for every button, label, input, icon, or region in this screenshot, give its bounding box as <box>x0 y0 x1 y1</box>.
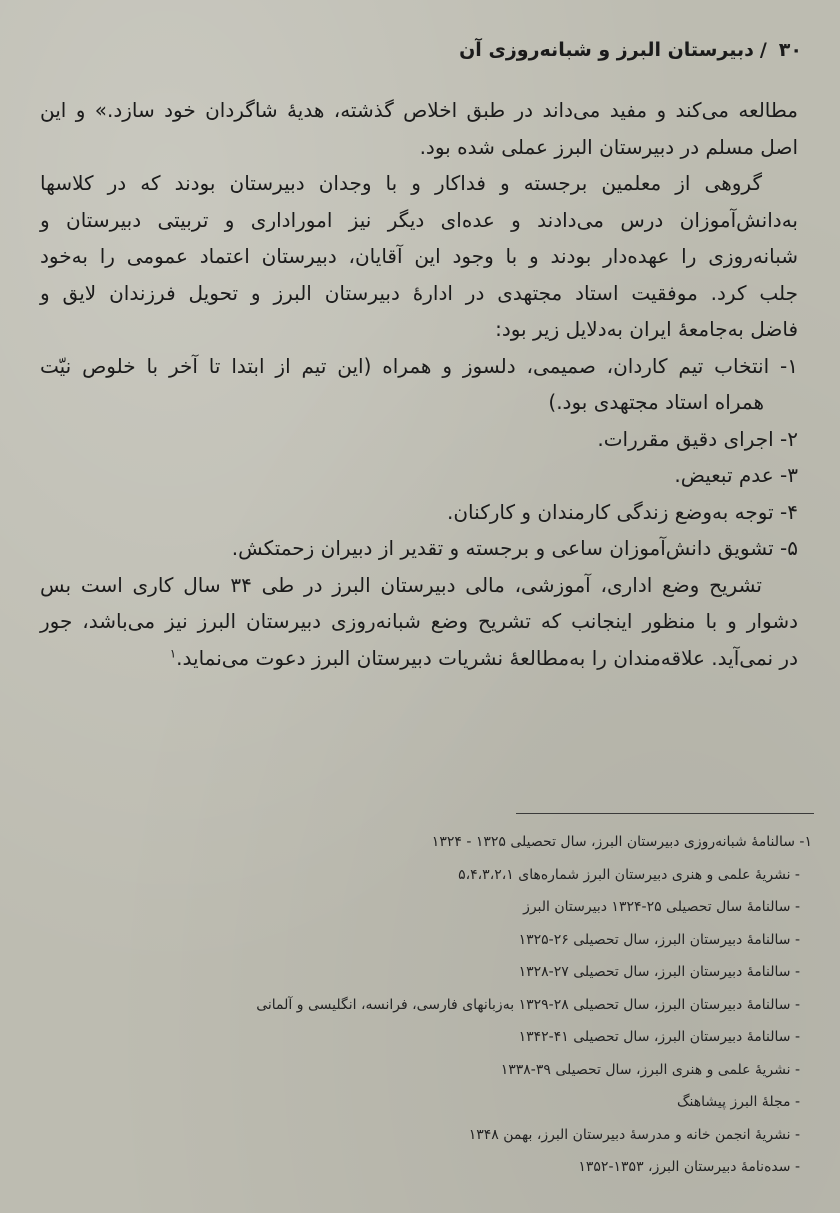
footnote-entry: - مجلهٔ البرز پیشاهنگ <box>677 1094 800 1110</box>
paragraph-line-text: در نمی‌آید. علاقه‌مندان را به‌مطالعهٔ نشریات دبیرستان البرز دعوت می‌نماید. <box>176 645 798 670</box>
footnote-marker: ۱ <box>169 645 177 660</box>
footnote-entry: - نشریهٔ علمی و هنری دبیرستان البرز شماره‌های ۵،۴،۳،۲،۱ <box>458 866 800 883</box>
list-item-1-continuation: همراه استاد مجتهدی بود.) <box>548 390 764 414</box>
footnote-entry: ۱- سالنامهٔ شبانه‌روزی دبیرستان البرز، سال تحصیلی ۱۳۲۵ - ۱۳۲۴ <box>431 834 812 850</box>
paragraph-line: جلب کرد. موفقیت استاد مجتهدی در ادارهٔ دبیرستان البرز و تحویل فرزندان لایق و <box>40 280 798 305</box>
list-item-4: ۴- توجه به‌وضع زندگی کارمندان و کارکنان. <box>447 499 798 524</box>
footnotes <box>40 826 812 1184</box>
paragraph-line: اصل مسلم در دبیرستان البرز عملی شده بود. <box>419 134 798 159</box>
footnote-entry: - سالنامهٔ دبیرستان البرز، سال تحصیلی ۴۱-۱۳۴۲ <box>518 1029 800 1045</box>
footnote-entry: - سالنامهٔ دبیرستان البرز، سال تحصیلی ۲۶-۱۳۲۵ <box>518 931 800 948</box>
paragraph-line-with-note <box>40 640 798 677</box>
list-item-2: ۲- اجرای دقیق مقررات. <box>597 426 798 451</box>
paragraph-line: شبانه‌روزی را عهده‌دار بودند و با وجود این آقایان، دبیرستان اعتماد عمومی را به‌خود <box>40 244 798 268</box>
footnote-entry: - سده‌نامهٔ دبیرستان البرز، ۱۳۵۳-۱۳۵۲ <box>578 1159 800 1175</box>
paragraph-line: به‌دانش‌آموزان درس می‌دادند و عده‌ای دیگر نیز اموراداری و تربیتی دبیرستان و <box>40 207 798 232</box>
footnote-divider <box>516 813 814 814</box>
page-number: ۳۰ <box>778 39 802 61</box>
running-title: دبیرستان البرز و شبانه‌روزی آن <box>459 39 754 61</box>
footnote-entry: - نشریهٔ علمی و هنری البرز، سال تحصیلی ۳۹-۱۳۳۸ <box>500 1061 800 1078</box>
list-item-5: ۵- تشویق دانش‌آموزان ساعی و برجسته و تقدیر از دبیران زحمتکش. <box>231 536 798 560</box>
paragraph-line: گروهی از معلمین برجسته و فداکار و با وجدان دبیرستان بودند که در کلاسها <box>40 171 762 195</box>
body-text <box>40 92 798 676</box>
list-item-1: ۱- انتخاب تیم کاردان، صمیمی، دلسوز و همراه (این تیم از ابتدا تا آخر با خلوص نیّت <box>40 353 798 378</box>
running-header <box>40 36 802 64</box>
footnote-entry: - سالنامهٔ دبیرستان البرز، سال تحصیلی ۲۷-۱۳۲۸ <box>518 964 800 980</box>
header-separator: / <box>759 39 767 61</box>
list-item-3: ۳- عدم تبعیض. <box>674 463 798 487</box>
footnote-entry: - سالنامهٔ سال تحصیلی ۲۵-۱۳۲۴ دبیرستان البرز <box>523 899 800 915</box>
paragraph-line: فاضل به‌جامعهٔ ایران به‌دلایل زیر بود: <box>495 317 798 341</box>
paragraph-line: دشوار و با منظور اینجانب که تشریح وضع شبانه‌روزی دبیرستان البرز نیز می‌باشد، جور <box>40 609 798 633</box>
footnote-entry: - نشریهٔ انجمن خانه و مدرسهٔ دبیرستان البرز، بهمن ۱۳۴۸ <box>468 1126 800 1143</box>
footnote-entry: - سالنامهٔ دبیرستان البرز، سال تحصیلی ۲۸-۱۳۲۹ به‌زبانهای فارسی، فرانسه، انگلیسی و آلمانی <box>256 996 800 1013</box>
paragraph-line: تشریح وضع اداری، آموزشی، مالی دبیرستان البرز در طی ۳۴ سال کاری است بس <box>40 572 762 597</box>
paragraph-line: مطالعه می‌کند و مفید می‌داند در طبق اخلاص گذشته، هدیهٔ شاگردان خود سازد.» و این <box>40 98 798 122</box>
